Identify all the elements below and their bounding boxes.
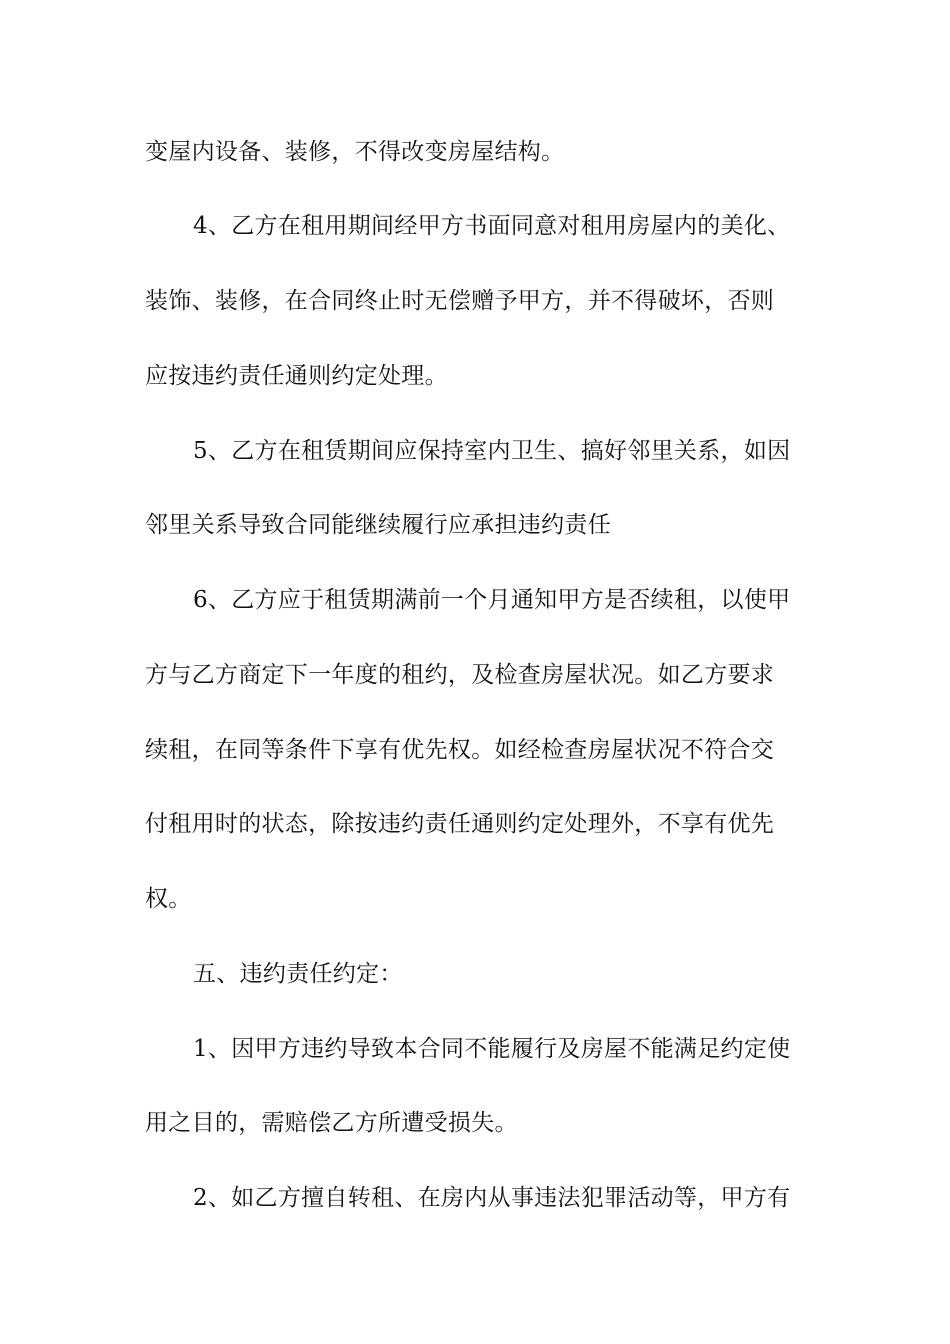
text-line-13: 1、因甲方违约导致本合同不能履行及房屋不能满足约定使 [193,1036,791,1062]
text-line-11: 权。 [145,886,192,912]
text-line-8: 方与乙方商定下一年度的租约，及检查房屋状况。如乙方要求 [145,662,775,688]
text-line-10: 付租用时的状态，除按违约责任通则约定处理外，不享有优先 [145,811,775,837]
text-line-6: 邻里关系导致合同能继续履行应承担违约责任 [145,512,611,538]
text-line-7: 6、乙方应于租赁期满前一个月通知甲方是否续租，以使甲 [193,587,791,613]
text-line-15: 2、如乙方擅自转租、在房内从事违法犯罪活动等，甲方有 [193,1185,791,1211]
text-line-3: 装饰、装修，在合同终止时无偿赠予甲方，并不得破坏，否则 [145,288,775,314]
text-line-1: 变屋内设备、装修，不得改变房屋结构。 [145,139,565,165]
text-line-5: 5、乙方在租赁期间应保持室内卫生、搞好邻里关系，如因 [193,438,791,464]
text-line-14: 用之目的，需赔偿乙方所遭受损失。 [145,1110,518,1136]
text-line-4: 应按违约责任通则约定处理。 [145,363,448,389]
text-line-9: 续租，在同等条件下享有优先权。如经检查房屋状况不符合交 [145,737,775,763]
section-heading: 五、违约责任约定： [193,961,403,987]
text-line-2: 4、乙方在租用期间经甲方书面同意对租用房屋内的美化、 [193,213,791,239]
